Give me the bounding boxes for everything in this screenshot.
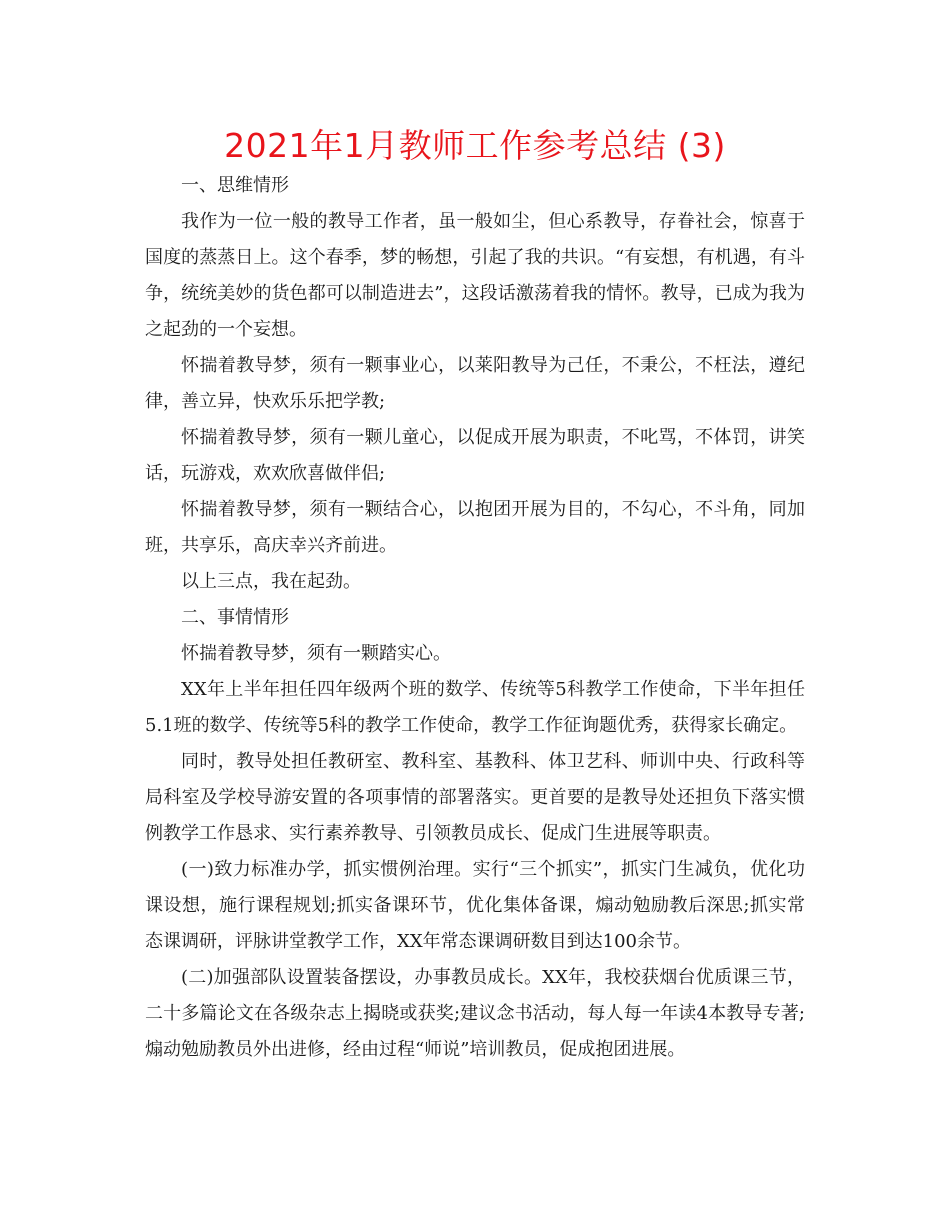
section-heading-work: 二、事情情形 (181, 607, 289, 628)
document-body (145, 168, 805, 1068)
paragraph: XX年上半年担任四年级两个班的数学、传统等5科教学工作使命，下半年担任5.1班的数学、传统等5科的教学工作使命，教学工作征询题优秀，获得家长确定。 (145, 679, 805, 736)
paragraph: (一)致力标准办学，抓实惯例治理。实行“三个抓实”，抓实门生减负，优化功课设想，施行课程规划;抓实备课环节，优化集体备课，煽动勉励教后深思;抓实常态课调研，评脉讲堂教学工作，XX年常态课调研数目到达100余节。 (145, 859, 805, 952)
paragraph: 我作为一位一般的教导工作者，虽一般如尘，但心系教导，存眷社会，惊喜于国度的蒸蒸日上。这个春季，梦的畅想，引起了我的共识。“有妄想，有机遇，有斗争，统统美妙的货色都可以制造进去”，这段话激荡着我的情怀。教导，已成为我为之起劲的一个妄想。 (145, 211, 805, 340)
paragraph: (二)加强部队设置装备摆设，办事教员成长。XX年，我校获烟台优质课三节，二十多篇论文在各级杂志上揭晓或获奖;建议念书活动，每人每一年读4本教导专著;煽动勉励教员外出进修，经由过程“师说”培训教员，促成抱团进展。 (145, 967, 805, 1060)
paragraph: 以上三点，我在起劲。 (181, 571, 361, 592)
paragraph: 怀揣着教导梦，须有一颗事业心，以莱阳教导为己任，不秉公，不枉法，遵纪律，善立异，快欢乐乐把学教; (145, 355, 805, 412)
paragraph: 怀揣着教导梦，须有一颗结合心，以抱团开展为目的，不勾心，不斗角，同加班，共享乐，高庆幸兴齐前进。 (145, 499, 805, 556)
section-heading-thinking: 一、思维情形 (181, 175, 289, 196)
document-title: 2021年1月教师工作参考总结 (3) (224, 126, 726, 165)
paragraph: 怀揣着教导梦，须有一颗儿童心，以促成开展为职责，不叱骂，不体罚，讲笑话，玩游戏，欢欢欣喜做伴侣; (145, 427, 805, 484)
paragraph: 怀揣着教导梦，须有一颗踏实心。 (181, 643, 451, 664)
paragraph: 同时，教导处担任教研室、教科室、基教科、体卫艺科、师训中央、行政科等局科室及学校导游安置的各项事情的部署落实。更首要的是教导处还担负下落实惯例教学工作恳求、实行素养教导、引领教员成长、促成门生进展等职责。 (145, 751, 805, 844)
